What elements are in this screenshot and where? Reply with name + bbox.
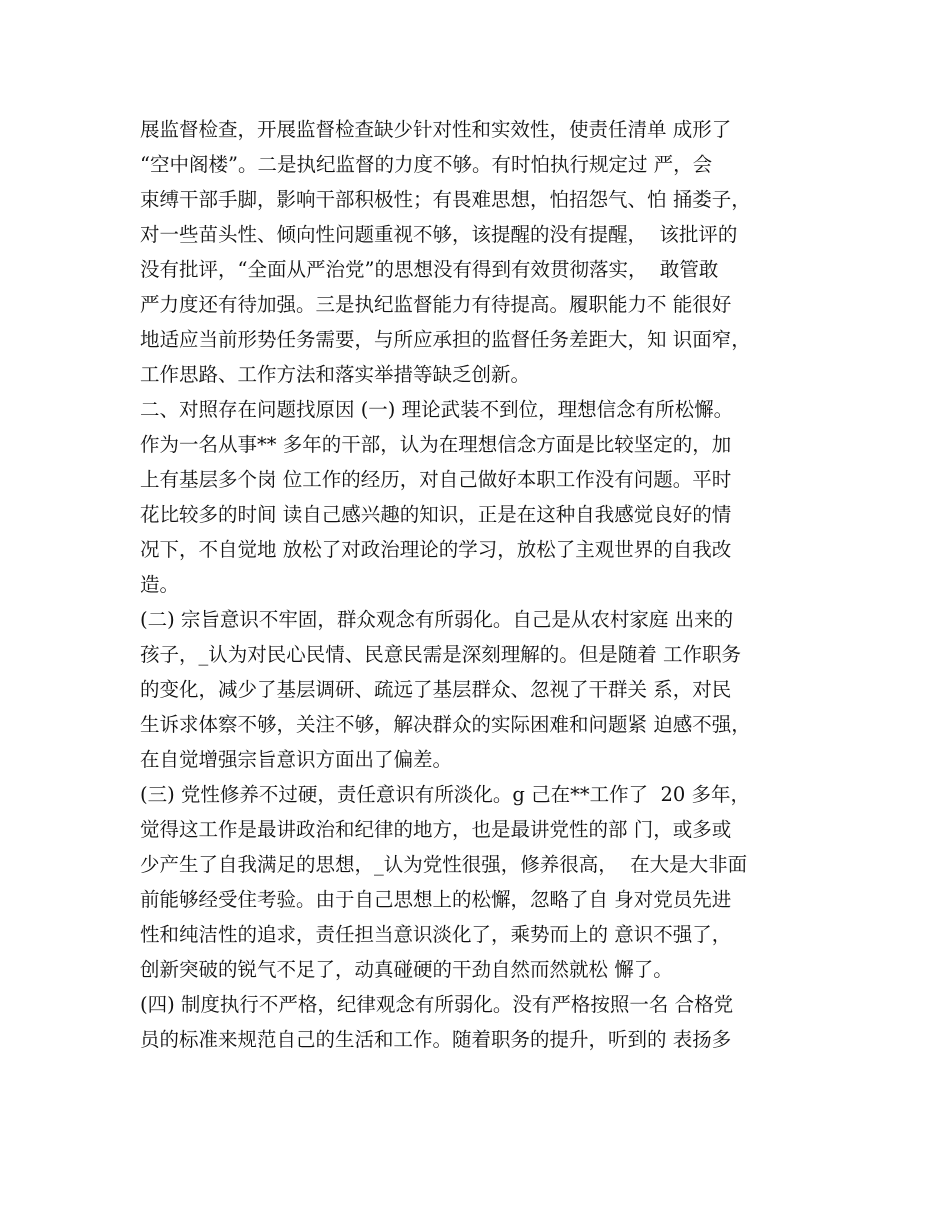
text-line: 展监督检查，开展监督检查缺少针对性和实效性，使责任清单 成形了 bbox=[140, 118, 732, 141]
subsection-line: (二) 宗旨意识不牢固，群众观念有所弱化。自己是从农村家庭 出来的 bbox=[140, 608, 734, 631]
text-line: 在自觉增强宗旨意识方面出了偏差。 bbox=[140, 748, 453, 771]
subsection-line: (三) 党性修养不过硬，责任意识有所淡化。g 己在**工作了 20 多年， bbox=[140, 783, 751, 806]
subsection-line: (四) 制度执行不严格，纪律观念有所弱化。没有严格按照一名 合格党 bbox=[140, 993, 734, 1016]
section-heading-line: 二、对照存在问题找原因 (一) 理论武装不到位，理想信念有所松懈。 bbox=[140, 398, 734, 421]
text-line: 束缚干部手脚，影响干部积极性；有畏难思想，怕招怨气、怕 捅娄子， bbox=[140, 188, 751, 211]
text-line: 地适应当前形势任务需要，与所应承担的监督任务差距大，知 识面窄， bbox=[140, 328, 751, 351]
text-line: 性和纯洁性的追求，责任担当意识淡化了，乘势而上的 意识不强了， bbox=[140, 923, 732, 946]
text-line: 觉得这工作是最讲政治和纪律的地方，也是最讲党性的部 门，或多或 bbox=[140, 818, 732, 841]
text-line: 花比较多的时间 读自己感兴趣的知识，正是在这种自我感觉良好的情 bbox=[140, 503, 732, 526]
text-line: 造。 bbox=[140, 573, 180, 596]
text-line: 少产生了自我满足的思想，_认为党性很强，修养很高， 在大是大非面 bbox=[140, 853, 748, 876]
text-line: 严力度还有待加强。三是执纪监督能力有待提高。履职能力不 能很好 bbox=[140, 293, 732, 316]
text-line: 的变化，减少了基层调研、疏远了基层群众、忽视了干群关 系，对民 bbox=[140, 678, 732, 701]
text-line: 员的标准来规范自己的生活和工作。随着职务的提升，听到的 表扬多 bbox=[140, 1028, 732, 1051]
text-line: 作为一名从事** 多年的干部，认为在理想信念方面是比较坚定的，加 bbox=[140, 433, 732, 456]
text-line: 前能够经受住考验。由于自己思想上的松懈，忽略了自 身对党员先进 bbox=[140, 888, 732, 911]
body-text bbox=[140, 112, 840, 1057]
text-line: 孩子，_认为对民心民情、民意民需是深刻理解的。但是随着 工作职务 bbox=[140, 643, 741, 666]
text-line: 上有基层多个岗 位工作的经历，对自己做好本职工作没有问题。平时 bbox=[140, 468, 732, 491]
text-line: 对一些苗头性、倾向性问题重视不够，该提醒的没有提醒， 该批评的 bbox=[140, 223, 738, 246]
text-line: 没有批评，“全面从严治党”的思想没有得到有效贯彻落实， 敢管敢 bbox=[140, 258, 719, 281]
text-line: “空中阁楼”。二是执纪监督的力度不够。有时怕执行规定过 严，会 bbox=[140, 153, 713, 176]
text-line: 况下，不自觉地 放松了对政治理论的学习，放松了主观世界的自我改 bbox=[140, 538, 732, 561]
text-line: 生诉求体察不够，关注不够，解决群众的实际困难和问题紧 迫感不强， bbox=[140, 713, 751, 736]
text-line: 工作思路、工作方法和落实举措等缺乏创新。 bbox=[140, 363, 531, 386]
text-line: 创新突破的锐气不足了，动真碰硬的干劲自然而然就松 懈了。 bbox=[140, 958, 673, 981]
